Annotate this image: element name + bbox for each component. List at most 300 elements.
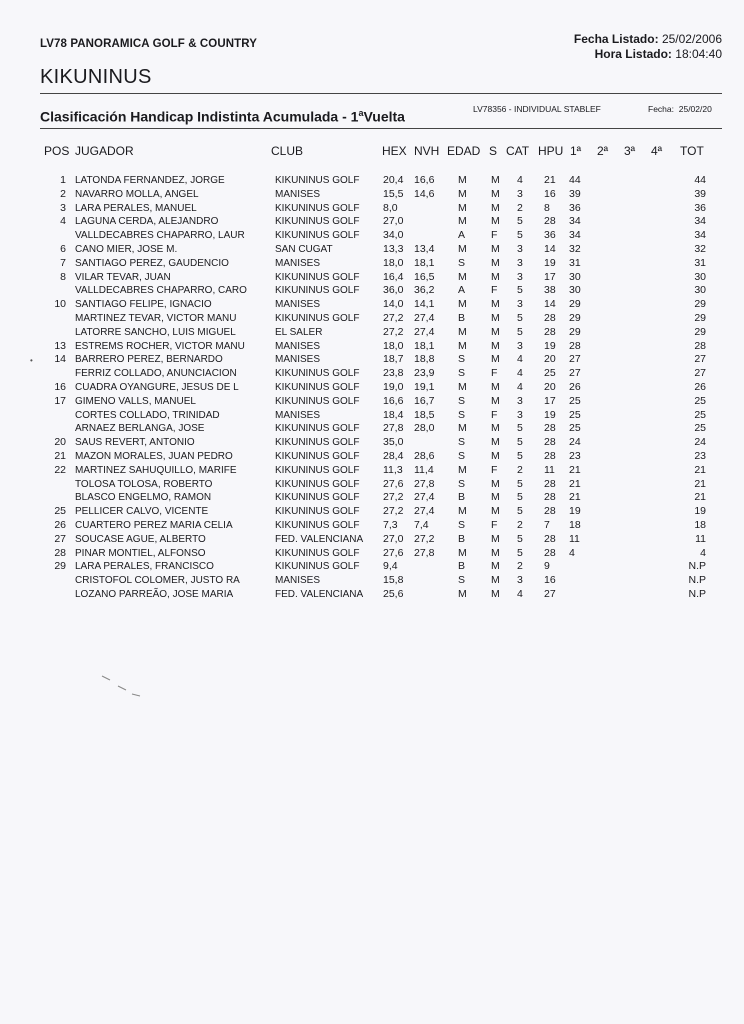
- hpu-cell: 7: [544, 518, 550, 531]
- col-header-cat: CAT: [506, 144, 530, 158]
- total-score-cell: 25: [694, 408, 706, 421]
- round1-score-cell: 21: [569, 477, 581, 490]
- nvh-cell: 28,6: [414, 449, 435, 462]
- table-row: [0, 547, 744, 561]
- hpu-cell: 11: [544, 463, 555, 476]
- table-row: [0, 381, 744, 395]
- club-cell: MANISES: [275, 257, 321, 269]
- table-row: [0, 436, 744, 450]
- age-category-cell: M: [458, 187, 467, 200]
- hpu-cell: 28: [544, 491, 556, 504]
- category-cell: 2: [517, 560, 523, 573]
- club-cell: KIKUNINUS GOLF: [275, 561, 360, 573]
- category-cell: 3: [517, 187, 523, 200]
- club-cell: MANISES: [275, 354, 321, 366]
- col-header-edad: EDAD: [447, 144, 481, 158]
- category-cell: 4: [517, 380, 523, 393]
- total-score-cell: 4: [700, 546, 706, 559]
- table-row: [0, 478, 744, 492]
- total-score-cell: 30: [694, 284, 706, 297]
- hpu-cell: 28: [544, 449, 556, 462]
- category-cell: 4: [517, 174, 523, 186]
- hex-cell: 27,0: [383, 532, 404, 545]
- age-category-cell: M: [458, 325, 467, 338]
- age-category-cell: B: [458, 311, 466, 324]
- round1-score-cell: 29: [569, 325, 581, 338]
- age-category-cell: S: [458, 367, 466, 380]
- player-name-cell: SOUCASE AGUE, ALBERTO: [75, 533, 206, 545]
- club-cell: KIKUNINUS GOLF: [275, 202, 360, 214]
- sex-cell: M: [491, 532, 500, 545]
- total-score-cell: 26: [694, 380, 706, 393]
- hex-cell: 18,0: [383, 339, 404, 352]
- col-header-hpu: HPU: [538, 144, 564, 158]
- category-cell: 5: [517, 325, 523, 338]
- club-cell: MANISES: [275, 409, 321, 421]
- round-word: Vuelta: [363, 108, 405, 125]
- player-name-cell: PELLICER CALVO, VICENTE: [75, 506, 209, 518]
- organizer-name: LV78 PANORAMICA GOLF & COUNTRY: [40, 38, 258, 50]
- sex-cell: M: [491, 560, 500, 573]
- age-category-cell: M: [458, 587, 467, 600]
- position-cell: 14: [54, 353, 66, 366]
- position-cell: 13: [54, 339, 66, 352]
- table-row: [0, 326, 744, 340]
- hex-cell: 18,0: [383, 256, 404, 269]
- club-cell: KIKUNINUS GOLF: [275, 506, 360, 518]
- table-row: [0, 271, 744, 285]
- table-row: [0, 298, 744, 312]
- club-cell: MANISES: [275, 188, 321, 200]
- age-category-cell: S: [458, 477, 466, 490]
- hpu-cell: 16: [544, 187, 556, 200]
- category-cell: 5: [517, 449, 523, 462]
- sex-cell: F: [491, 463, 498, 476]
- hpu-cell: 27: [544, 587, 556, 600]
- category-cell: 2: [517, 518, 523, 531]
- round1-score-cell: 30: [569, 270, 581, 283]
- club-cell: KIKUNINUS GOLF: [275, 423, 360, 435]
- category-cell: 2: [517, 201, 523, 214]
- club-cell: MANISES: [275, 340, 321, 352]
- nvh-cell: 18,1: [414, 339, 435, 352]
- hpu-cell: 17: [544, 270, 556, 283]
- category-cell: 5: [517, 546, 523, 559]
- table-row: [0, 353, 744, 367]
- table-row: [0, 174, 744, 188]
- sex-cell: M: [491, 174, 500, 186]
- age-category-cell: B: [458, 560, 466, 573]
- age-category-cell: S: [458, 449, 466, 462]
- hex-cell: 15,5: [383, 187, 404, 200]
- round1-score-cell: 21: [569, 491, 581, 504]
- category-cell: 4: [517, 587, 523, 600]
- age-category-cell: S: [458, 394, 466, 407]
- club-cell: MANISES: [275, 299, 321, 311]
- hex-cell: 15,8: [383, 574, 404, 587]
- category-cell: 4: [517, 367, 523, 380]
- club-cell: KIKUNINUS GOLF: [275, 312, 360, 324]
- stray-dot-mark: •: [30, 356, 33, 365]
- round1-score-cell: 25: [569, 408, 581, 421]
- sex-cell: M: [491, 270, 500, 283]
- club-cell: KIKUNINUS GOLF: [275, 395, 360, 407]
- round1-score-cell: 26: [569, 380, 581, 393]
- age-category-cell: M: [458, 339, 467, 352]
- position-cell: 1: [60, 174, 66, 186]
- col-header-round3: 3ª: [624, 144, 636, 158]
- nvh-cell: 18,8: [414, 353, 435, 366]
- category-cell: 5: [517, 532, 523, 545]
- position-cell: 29: [54, 560, 66, 573]
- age-category-cell: A: [458, 229, 466, 242]
- hex-cell: 18,4: [383, 408, 404, 421]
- sex-cell: M: [491, 380, 500, 393]
- hpu-cell: 28: [544, 546, 556, 559]
- total-score-cell: 21: [694, 463, 706, 476]
- table-row: [0, 422, 744, 436]
- hpu-cell: 21: [544, 174, 556, 186]
- hpu-cell: 28: [544, 477, 556, 490]
- player-name-cell: LARA PERALES, FRANCISCO: [75, 561, 214, 573]
- hpu-cell: 36: [544, 229, 556, 242]
- club-cell: MANISES: [275, 575, 321, 587]
- sex-cell: F: [491, 408, 498, 421]
- table-row: [0, 215, 744, 229]
- table-row: [0, 312, 744, 326]
- hpu-cell: 9: [544, 560, 550, 573]
- player-name-cell: ARNAEZ BERLANGA, JOSE: [75, 423, 205, 435]
- position-cell: 10: [54, 298, 66, 311]
- total-score-cell: 28: [694, 339, 706, 352]
- table-row: [0, 284, 744, 298]
- total-score-cell: N.P: [688, 587, 706, 600]
- club-cell: KIKUNINUS GOLF: [275, 450, 360, 462]
- player-name-cell: LARA PERALES, MANUEL: [75, 202, 197, 214]
- sex-cell: M: [491, 422, 500, 435]
- player-name-cell: LAGUNA CERDA, ALEJANDRO: [75, 216, 219, 228]
- competition-date-label: Fecha:: [648, 104, 674, 114]
- round1-score-cell: 23: [569, 449, 581, 462]
- col-header-s: S: [489, 144, 498, 158]
- round1-score-cell: 24: [569, 436, 581, 449]
- age-category-cell: M: [458, 380, 467, 393]
- category-cell: 5: [517, 229, 523, 242]
- competition-date-value: 25/02/20: [678, 104, 712, 114]
- total-score-cell: 23: [694, 449, 706, 462]
- club-cell: KIKUNINUS GOLF: [275, 478, 360, 490]
- age-category-cell: M: [458, 201, 467, 214]
- total-score-cell: 34: [694, 215, 706, 228]
- hex-cell: 34,0: [383, 229, 404, 242]
- hpu-cell: 8: [544, 201, 550, 214]
- nvh-cell: 36,2: [414, 284, 435, 297]
- player-name-cell: LATORRE SANCHO, LUIS MIGUEL: [75, 326, 236, 338]
- position-cell: 20: [54, 436, 66, 449]
- hpu-cell: 28: [544, 215, 556, 228]
- player-name-cell: LATONDA FERNANDEZ, JORGE: [75, 175, 225, 186]
- round1-score-cell: 27: [569, 353, 581, 366]
- total-score-cell: 32: [694, 242, 706, 255]
- total-score-cell: 31: [694, 256, 706, 269]
- round1-score-cell: 36: [569, 201, 581, 214]
- total-score-cell: N.P: [688, 574, 706, 587]
- nvh-cell: 16,6: [414, 174, 435, 186]
- player-name-cell: CRISTOFOL COLOMER, JUSTO RA: [75, 575, 240, 587]
- table-row: [0, 464, 744, 478]
- table-row: [0, 188, 744, 202]
- club-cell: KIKUNINUS GOLF: [275, 368, 360, 380]
- hpu-cell: 38: [544, 284, 556, 297]
- player-name-cell: CUARTERO PEREZ MARIA CELIA: [75, 519, 233, 531]
- hex-cell: 27,2: [383, 491, 404, 504]
- player-name-cell: GIMENO VALLS, MANUEL: [75, 395, 196, 407]
- round1-score-cell: 19: [569, 505, 581, 518]
- hex-cell: 9,4: [383, 560, 398, 573]
- category-cell: 4: [517, 353, 523, 366]
- club-cell: FED. VALENCIANA: [275, 588, 364, 600]
- nvh-cell: 11,4: [414, 463, 434, 476]
- age-category-cell: M: [458, 270, 467, 283]
- hex-cell: 13,3: [383, 242, 404, 255]
- player-name-cell: PINAR MONTIEL, ALFONSO: [75, 547, 206, 559]
- listing-meta: [574, 32, 722, 62]
- hex-cell: 27,2: [383, 505, 404, 518]
- listing-time-label: Hora Listado:: [594, 47, 672, 61]
- category-cell: 5: [517, 505, 523, 518]
- hex-cell: 27,2: [383, 325, 404, 338]
- hex-cell: 8,0: [383, 201, 398, 214]
- listing-date-label: Fecha Listado:: [573, 32, 659, 46]
- hpu-cell: 25: [544, 367, 556, 380]
- hpu-cell: 20: [544, 353, 556, 366]
- round1-score-cell: 25: [569, 394, 581, 407]
- club-cell: KIKUNINUS GOLF: [275, 175, 360, 186]
- sex-cell: M: [491, 394, 500, 407]
- round1-score-cell: 25: [569, 422, 581, 435]
- position-cell: 21: [54, 449, 66, 462]
- total-score-cell: 24: [694, 436, 706, 449]
- round1-score-cell: 34: [569, 215, 581, 228]
- age-category-cell: S: [458, 353, 466, 366]
- table-row: [0, 395, 744, 409]
- sex-cell: M: [491, 546, 500, 559]
- sex-cell: M: [491, 325, 500, 338]
- total-score-cell: 18: [694, 518, 706, 531]
- nvh-cell: 19,1: [414, 380, 435, 393]
- round1-score-cell: 32: [569, 242, 581, 255]
- nvh-cell: 14,1: [414, 298, 435, 311]
- nvh-cell: 13,4: [414, 242, 435, 255]
- player-name-cell: MARTINEZ TEVAR, VICTOR MANU: [75, 312, 237, 324]
- table-row: [0, 560, 744, 574]
- hex-cell: 16,4: [383, 270, 404, 283]
- player-name-cell: TOLOSA TOLOSA, ROBERTO: [75, 478, 213, 490]
- position-cell: 2: [60, 187, 66, 200]
- table-row: [0, 574, 744, 588]
- club-cell: FED. VALENCIANA: [275, 533, 364, 545]
- nvh-cell: 27,8: [414, 546, 435, 559]
- age-category-cell: B: [458, 532, 466, 545]
- competition-date: [648, 104, 712, 114]
- sex-cell: M: [491, 311, 500, 324]
- table-row: [0, 519, 744, 533]
- age-category-cell: A: [458, 284, 466, 297]
- nvh-cell: 27,4: [414, 491, 435, 504]
- sex-cell: M: [491, 339, 500, 352]
- table-row: [0, 202, 744, 216]
- round1-score-cell: 30: [569, 284, 581, 297]
- col-header-round1: 1ª: [570, 144, 582, 158]
- category-cell: 5: [517, 436, 523, 449]
- hex-cell: 18,7: [383, 353, 404, 366]
- player-name-cell: VILAR TEVAR, JUAN: [75, 271, 171, 283]
- round1-score-cell: 34: [569, 229, 581, 242]
- position-cell: 8: [60, 270, 66, 283]
- hex-cell: 14,0: [383, 298, 404, 311]
- sex-cell: F: [491, 229, 498, 242]
- position-cell: 6: [60, 242, 66, 255]
- hex-cell: 11,3: [383, 463, 403, 476]
- category-cell: 5: [517, 491, 523, 504]
- listing-time-value: 18:04:40: [675, 47, 722, 61]
- nvh-cell: 27,4: [414, 311, 435, 324]
- total-score-cell: 11: [695, 532, 706, 545]
- nvh-cell: 27,4: [414, 325, 435, 338]
- round1-score-cell: 27: [569, 367, 581, 380]
- table-row: [0, 450, 744, 464]
- player-name-cell: CUADRA OYANGURE, JESUS DE L: [75, 381, 239, 393]
- sex-cell: M: [491, 449, 500, 462]
- sex-cell: M: [491, 353, 500, 366]
- sex-cell: M: [491, 256, 500, 269]
- category-cell: 5: [517, 284, 523, 297]
- sex-cell: M: [491, 505, 500, 518]
- hpu-cell: 14: [544, 298, 556, 311]
- round1-score-cell: 39: [569, 187, 581, 200]
- club-cell: KIKUNINUS GOLF: [275, 285, 360, 297]
- table-row: [0, 367, 744, 381]
- hex-cell: 27,6: [383, 477, 404, 490]
- total-score-cell: 19: [694, 505, 706, 518]
- table-row: [0, 491, 744, 505]
- player-name-cell: VALLDECABRES CHAPARRO, LAUR: [75, 230, 245, 242]
- age-category-cell: M: [458, 422, 467, 435]
- age-category-cell: M: [458, 298, 467, 311]
- col-header-nvh: NVH: [414, 144, 440, 158]
- sex-cell: M: [491, 187, 500, 200]
- hex-cell: 19,0: [383, 380, 404, 393]
- club-cell: KIKUNINUS GOLF: [275, 230, 360, 242]
- sex-cell: M: [491, 436, 500, 449]
- col-header-round4: 4ª: [651, 144, 663, 158]
- category-cell: 3: [517, 298, 523, 311]
- competition-code: LV78356 - INDIVIDUAL STABLEF: [473, 104, 601, 114]
- hpu-cell: 28: [544, 532, 556, 545]
- hpu-cell: 28: [544, 325, 556, 338]
- category-cell: 2: [517, 463, 523, 476]
- position-cell: 26: [54, 518, 66, 531]
- hex-cell: 7,3: [383, 518, 398, 531]
- club-cell: KIKUNINUS GOLF: [275, 547, 360, 559]
- hex-cell: 25,6: [383, 587, 404, 600]
- nvh-cell: 16,5: [414, 270, 435, 283]
- table-row: [0, 243, 744, 257]
- position-cell: 22: [54, 463, 66, 476]
- age-category-cell: S: [458, 256, 466, 269]
- position-cell: 17: [54, 394, 66, 407]
- total-score-cell: 29: [694, 298, 706, 311]
- nvh-cell: 27,4: [414, 505, 435, 518]
- hpu-cell: 28: [544, 505, 556, 518]
- listing-time: [574, 47, 722, 62]
- hpu-cell: 14: [544, 242, 556, 255]
- table-row: [0, 229, 744, 243]
- divider-header: [40, 128, 722, 129]
- round1-score-cell: 28: [569, 339, 581, 352]
- position-cell: 4: [60, 215, 66, 228]
- hex-cell: 27,2: [383, 311, 404, 324]
- col-header-jugador: JUGADOR: [75, 144, 134, 158]
- club-cell: KIKUNINUS GOLF: [275, 437, 360, 449]
- table-row: [0, 533, 744, 547]
- position-cell: 16: [54, 380, 66, 393]
- player-name-cell: SANTIAGO FELIPE, IGNACIO: [75, 299, 212, 311]
- nvh-cell: 7,4: [414, 518, 429, 531]
- table-row: [0, 257, 744, 271]
- age-category-cell: M: [458, 215, 467, 228]
- category-cell: 3: [517, 270, 523, 283]
- position-cell: 27: [54, 532, 66, 545]
- stray-pen-mark: [100, 672, 150, 702]
- total-score-cell: 29: [694, 325, 706, 338]
- sex-cell: M: [491, 242, 500, 255]
- results-table: [0, 174, 744, 602]
- position-cell: 25: [54, 505, 66, 518]
- age-category-cell: S: [458, 574, 466, 587]
- total-score-cell: 27: [694, 367, 706, 380]
- hex-cell: 27,0: [383, 215, 404, 228]
- nvh-cell: 27,8: [414, 477, 435, 490]
- round1-score-cell: 29: [569, 311, 581, 324]
- player-name-cell: ESTREMS ROCHER, VICTOR MANU: [75, 340, 245, 352]
- hpu-cell: 17: [544, 394, 556, 407]
- age-category-cell: S: [458, 436, 466, 449]
- age-category-cell: B: [458, 491, 466, 504]
- player-name-cell: SANTIAGO PEREZ, GAUDENCIO: [75, 257, 229, 269]
- col-header-round2: 2ª: [597, 144, 609, 158]
- round1-score-cell: 21: [569, 463, 581, 476]
- round1-score-cell: 29: [569, 298, 581, 311]
- club-cell: KIKUNINUS GOLF: [275, 216, 360, 228]
- sex-cell: F: [491, 518, 498, 531]
- total-score-cell: 21: [694, 491, 706, 504]
- player-name-cell: CANO MIER, JOSE M.: [75, 243, 178, 255]
- hex-cell: 23,8: [383, 367, 404, 380]
- category-cell: 5: [517, 422, 523, 435]
- position-cell: 3: [60, 201, 66, 214]
- round1-score-cell: 31: [569, 256, 581, 269]
- col-header-hex: HEX: [382, 144, 407, 158]
- table-row: [0, 505, 744, 519]
- sex-cell: M: [491, 215, 500, 228]
- category-cell: 3: [517, 339, 523, 352]
- total-score-cell: 30: [694, 270, 706, 283]
- player-name-cell: BLASCO ENGELMO, RAMON: [75, 492, 212, 504]
- position-cell: 7: [60, 256, 66, 269]
- sex-cell: M: [491, 574, 500, 587]
- sex-cell: M: [491, 477, 500, 490]
